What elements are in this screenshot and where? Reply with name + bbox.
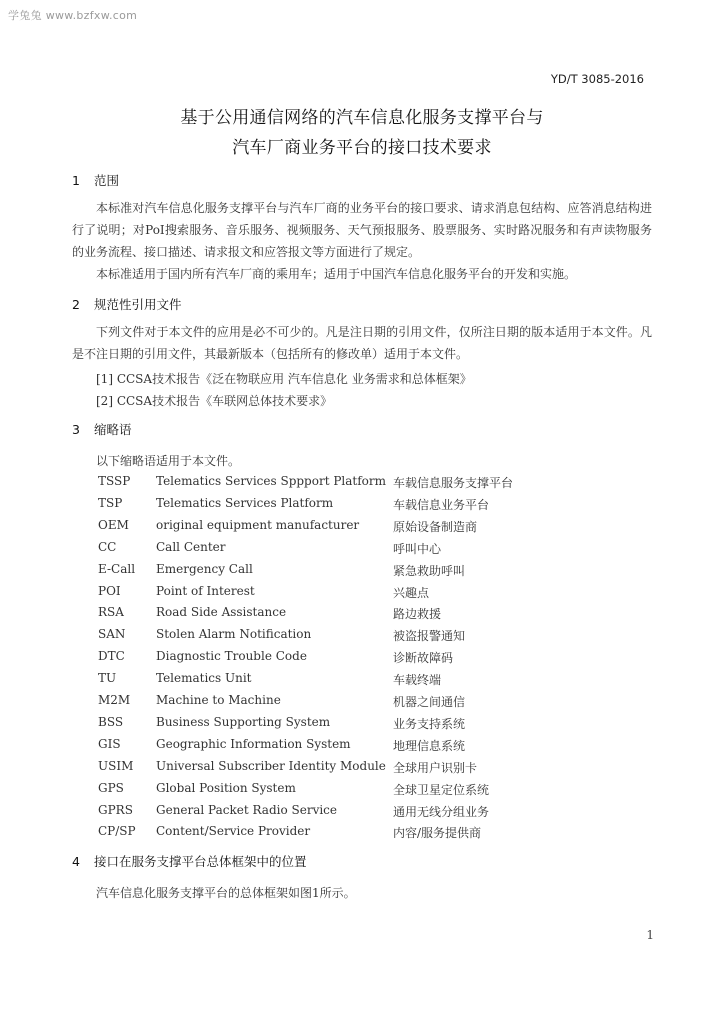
abbreviation-row [0, 605, 724, 627]
abbreviation-chinese: 全球卫星定位系统 [393, 782, 490, 797]
abbreviation-row [0, 671, 724, 693]
abbreviation-code: RSA [98, 605, 124, 620]
section-number: 1 [72, 173, 80, 188]
abbreviation-code: E-Call [98, 561, 136, 576]
abbreviation-english: Universal Subscriber Identity Module [156, 758, 386, 773]
abbreviation-english: Telematics Unit [156, 671, 252, 686]
abbreviation-code: CC [98, 539, 117, 554]
section-number: 3 [72, 422, 80, 437]
abbreviation-english: Geographic Information System [156, 736, 351, 751]
abbreviation-code: TSSP [98, 474, 131, 488]
abbreviation-english: original equipment manufacturer [156, 517, 360, 532]
abbreviation-chinese: 紧急救助呼叫 [393, 563, 466, 578]
abbreviation-english: General Packet Radio Service [156, 802, 338, 817]
abbreviation-english: Call Center [156, 539, 226, 554]
abbreviation-chinese: 呼叫中心 [393, 541, 442, 556]
abbreviation-row [0, 759, 724, 781]
section-2-heading [72, 295, 182, 313]
abbreviation-code: GPRS [98, 802, 133, 817]
abbreviation-english: Machine to Machine [156, 693, 281, 707]
page-number: 1 [646, 928, 654, 942]
abbreviation-chinese: 原始设备制造商 [393, 519, 478, 534]
abbreviation-code: GPS [98, 780, 124, 795]
abbreviation-code: OEM [98, 517, 129, 532]
document-title-line-2: 汽车厂商业务平台的接口技术要求 [232, 138, 492, 158]
abbreviation-english: Stolen Alarm Notification [156, 627, 312, 642]
section-number: 4 [72, 854, 80, 869]
scope-paragraph-1: 本标准对汽车信息化服务支撑平台与汽车厂商的业务平台的接口要求、请求消息包结构、应答消息结构进行了说明；对PoI搜索服务、音乐服务、视频服务、天气预报服务、股票服务、实时路况服务和有声读物服务的业务流程、接口描述、请求报文和应答报文等方面进行了规定。 [72, 201, 652, 259]
abbreviation-english: Point of Interest [156, 583, 255, 598]
section-1-heading [72, 171, 119, 189]
section-4-heading [72, 852, 307, 870]
abbreviation-code: M2M [98, 693, 131, 707]
abbreviation-chinese: 被盗报警通知 [393, 629, 466, 644]
abbreviation-english: Diagnostic Trouble Code [156, 649, 307, 664]
abbreviation-english: Road Side Assistance [156, 605, 287, 620]
section-title: 接口在服务支撑平台总体框架中的位置 [94, 854, 307, 869]
abbreviation-chinese: 车载信息业务平台 [393, 497, 490, 512]
scope-body [72, 197, 652, 285]
abbreviation-chinese: 全球用户识别卡 [393, 760, 478, 775]
abbreviation-english: Telematics Services Platform [156, 495, 334, 510]
abbreviation-row [0, 518, 724, 540]
abbreviation-row [0, 584, 724, 606]
abbreviation-row [0, 649, 724, 671]
document-title-line-1: 基于公用通信网络的汽车信息化服务支撑平台与 [180, 108, 544, 128]
abbreviation-row [0, 715, 724, 737]
abbreviation-code: SAN [98, 627, 126, 642]
abbreviation-row [0, 474, 724, 496]
watermark: 学兔兔 www.bzfxw.com [8, 9, 138, 22]
abbreviation-row [0, 693, 724, 715]
abbreviation-row [0, 824, 724, 846]
abbreviation-chinese: 业务支持系统 [393, 716, 466, 731]
references-intro [72, 321, 652, 365]
abbreviation-row [0, 803, 724, 825]
abbreviation-chinese: 地理信息系统 [393, 738, 466, 753]
abbreviation-chinese: 路边救援 [393, 607, 442, 622]
references-intro-paragraph: 下列文件对于本文件的应用是必不可少的。凡是注日期的引用文件，仅所注日期的版本适用于本文件。凡是不注日期的引用文件，其最新版本（包括所有的修改单）适用于本文件。 [72, 325, 652, 361]
abbreviation-chinese: 通用无线分组业务 [393, 804, 490, 819]
abbreviation-row [0, 627, 724, 649]
abbreviations-intro: 以下缩略语适用于本文件。 [96, 454, 241, 468]
abbreviation-english: Telematics Services Sppport Platform [156, 474, 387, 488]
section-title: 缩略语 [94, 422, 132, 437]
abbreviation-chinese: 兴趣点 [393, 585, 430, 600]
abbreviation-code: DTC [98, 649, 125, 664]
abbreviation-chinese: 诊断故障码 [393, 651, 454, 666]
reference-item: [2] CCSA技术报告《车联网总体技术要求》 [96, 394, 333, 408]
abbreviation-english: Business Supporting System [156, 714, 331, 729]
abbreviation-row [0, 496, 724, 518]
abbreviation-row [0, 562, 724, 584]
scope-paragraph-2: 本标准适用于国内所有汽车厂商的乘用车；适用于中国汽车信息化服务平台的开发和实施。 [96, 267, 577, 281]
abbreviation-code: TU [98, 671, 117, 686]
abbreviation-english: Emergency Call [156, 561, 253, 576]
abbreviation-code: CP/SP [98, 824, 136, 839]
section-title: 规范性引用文件 [94, 297, 182, 312]
framework-paragraph: 汽车信息化服务支撑平台的总体框架如图1所示。 [96, 886, 356, 900]
abbreviation-english: Content/Service Provider [156, 824, 311, 839]
standard-number: YD/T 3085-2016 [550, 72, 644, 86]
abbreviation-chinese: 车载信息服务支撑平台 [393, 476, 514, 490]
abbreviation-chinese: 内容/服务提供商 [393, 826, 482, 841]
abbreviation-code: USIM [98, 758, 134, 773]
abbreviation-chinese: 车载终端 [393, 673, 442, 688]
abbreviation-chinese: 机器之间通信 [393, 695, 466, 709]
abbreviation-english: Global Position System [156, 780, 296, 795]
abbreviation-code: TSP [98, 495, 123, 510]
section-3-heading [72, 420, 132, 438]
abbreviation-row [0, 737, 724, 759]
abbreviation-row [0, 540, 724, 562]
abbreviation-code: POI [98, 583, 121, 598]
abbreviation-row [0, 781, 724, 803]
section-number: 2 [72, 297, 80, 312]
reference-item: [1] CCSA技术报告《泛在物联应用 汽车信息化 业务需求和总体框架》 [96, 372, 472, 386]
abbreviation-code: BSS [98, 714, 124, 729]
section-title: 范围 [94, 173, 120, 188]
abbreviation-code: GIS [98, 736, 121, 751]
